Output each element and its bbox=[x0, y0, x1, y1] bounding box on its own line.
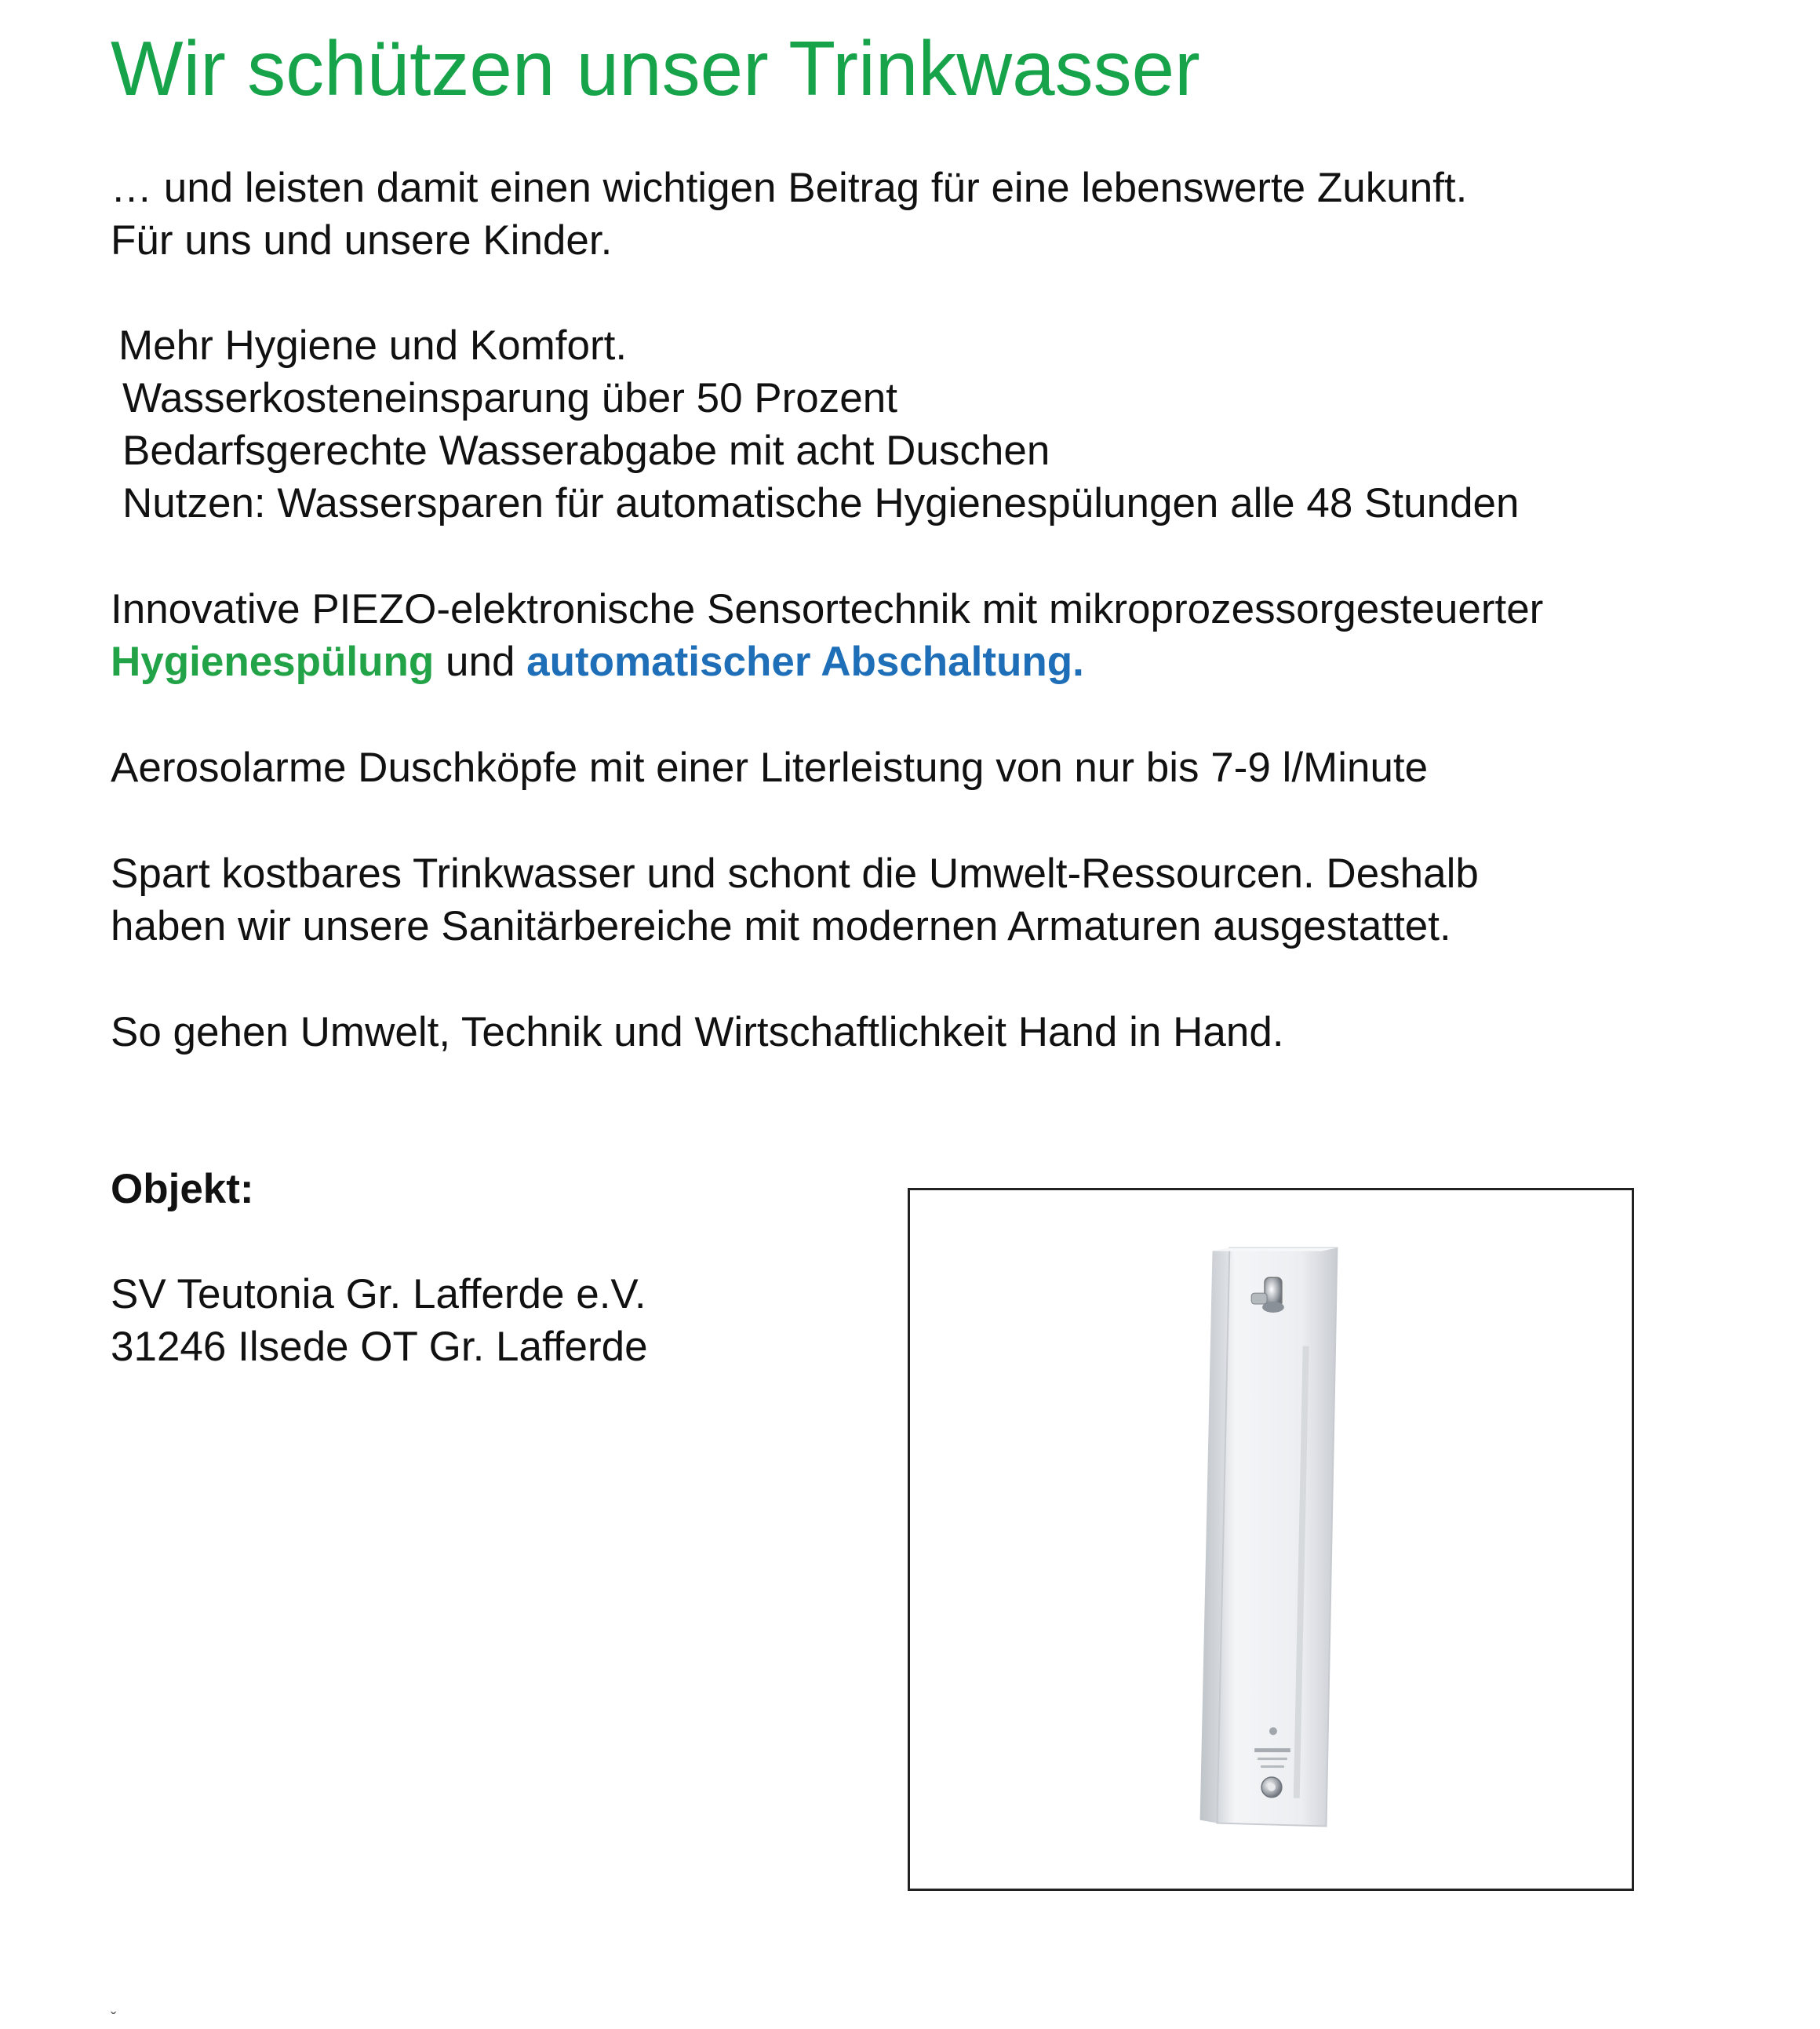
technology-line-2 bbox=[111, 636, 1084, 688]
savings-line-1: Spart kostbares Trinkwasser und schont die Umwelt-Ressourcen. Deshalb bbox=[111, 851, 1479, 897]
connector-text: und bbox=[446, 639, 515, 685]
closing-text: So gehen Umwelt, Technik und Wirtschaftlichkeit Hand in Hand. bbox=[111, 1009, 1284, 1055]
benefit-item: Wasserkosteneinsparung über 50 Prozent bbox=[122, 375, 897, 421]
object-address: 31246 Ilsede OT Gr. Lafferde bbox=[111, 1324, 648, 1370]
photo-frame bbox=[908, 1188, 1634, 1891]
technology-line-1: Innovative PIEZO-elektronische Sensortechnik mit mikroprozessorgesteuerter bbox=[111, 586, 1544, 632]
page-title: Wir schützen unser Trinkwasser bbox=[111, 25, 1200, 111]
panel-front bbox=[1217, 1248, 1337, 1827]
intro-line-2: Für uns und unsere Kinder. bbox=[111, 217, 613, 264]
object-label: Objekt: bbox=[111, 1166, 254, 1212]
highlight-hygiene: Hygienespülung bbox=[111, 639, 435, 685]
footer-mark: ˇ bbox=[111, 2009, 117, 2028]
benefit-item: Nutzen: Wassersparen für automatische Hygienespülungen alle 48 Stunden bbox=[122, 480, 1520, 526]
highlight-shutoff: automatischer Abschaltung. bbox=[526, 639, 1084, 685]
shower-panel-image bbox=[910, 1190, 1632, 1889]
benefit-item: Bedarfsgerechte Wasserabgabe mit acht Duschen bbox=[122, 428, 1050, 474]
benefit-item: Mehr Hygiene und Komfort. bbox=[118, 322, 628, 369]
shower-heads-text: Aerosolarme Duschköpfe mit einer Literleistung von nur bis 7-9 l/Minute bbox=[111, 745, 1429, 791]
savings-line-2: haben wir unsere Sanitärbereiche mit modernen Armaturen ausgestattet. bbox=[111, 903, 1451, 949]
push-button-icon bbox=[1261, 1777, 1282, 1798]
object-name: SV Teutonia Gr. Lafferde e.V. bbox=[111, 1271, 646, 1317]
intro-line-1: … und leisten damit einen wichtigen Beitrag für eine lebenswerte Zukunft. bbox=[111, 165, 1468, 211]
